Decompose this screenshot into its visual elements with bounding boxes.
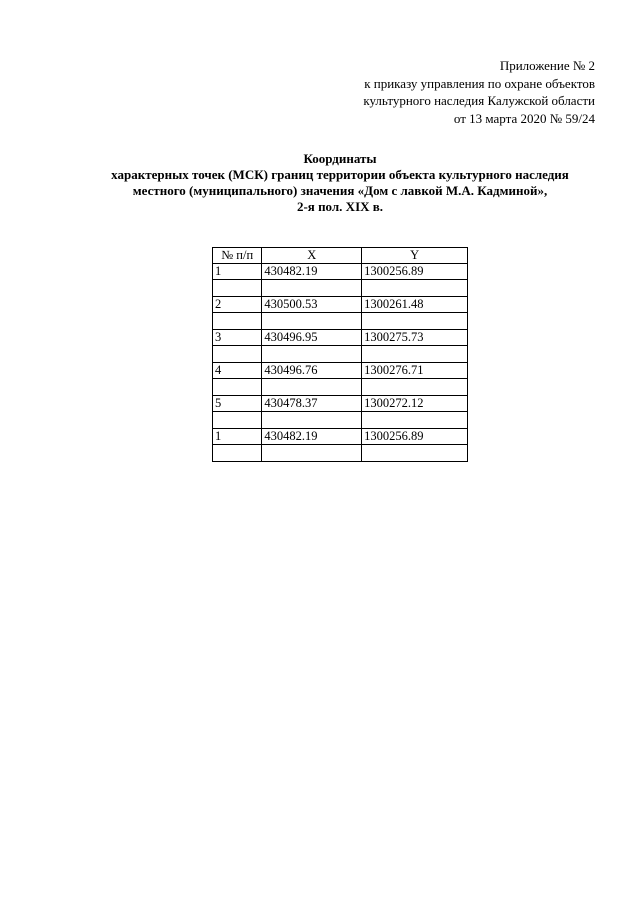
table-row <box>213 297 468 313</box>
cell-empty <box>262 445 362 462</box>
cell-empty <box>262 379 362 396</box>
cell-empty <box>362 313 468 330</box>
cell-x: 430478.37 <box>262 396 362 412</box>
cell-empty <box>362 280 468 297</box>
cell-x: 430496.95 <box>262 330 362 346</box>
title-line-3: местного (муниципального) значения «Дом с лавкой М.А. Кадминой», <box>132 183 548 198</box>
cell-y: 1300256.89 <box>362 429 468 445</box>
appendix-date: от 13 марта 2020 № 59/24 <box>453 110 595 126</box>
cell-empty <box>213 280 262 297</box>
appendix-header <box>363 57 595 127</box>
appendix-title: Приложение № 2 <box>499 58 595 73</box>
cell-number: 5 <box>213 396 262 412</box>
cell-empty <box>213 412 262 429</box>
cell-empty <box>362 379 468 396</box>
table-blank-row <box>213 445 468 462</box>
table-blank-row <box>213 379 468 396</box>
appendix-order-ref: к приказу управления по охране объектов <box>364 75 595 91</box>
table-row <box>213 429 468 445</box>
cell-empty <box>262 346 362 363</box>
cell-y: 1300272.12 <box>362 396 468 412</box>
cell-empty <box>213 313 262 330</box>
table-row <box>213 330 468 346</box>
title-line-1: Координаты <box>303 151 377 166</box>
cell-number: 1 <box>213 264 262 280</box>
header-y: Y <box>362 248 468 264</box>
cell-y: 1300276.71 <box>362 363 468 379</box>
table-blank-row <box>213 313 468 330</box>
cell-number: 3 <box>213 330 262 346</box>
table-blank-row <box>213 346 468 363</box>
cell-x: 430496.76 <box>262 363 362 379</box>
cell-empty <box>262 412 362 429</box>
cell-empty <box>262 280 362 297</box>
cell-empty <box>213 379 262 396</box>
table-row <box>213 264 468 280</box>
table-row <box>213 396 468 412</box>
title-line-4: 2-я пол. XIX в. <box>296 199 384 214</box>
cell-empty <box>362 346 468 363</box>
table-blank-row <box>213 412 468 429</box>
cell-number: 2 <box>213 297 262 313</box>
coordinates-table <box>212 247 468 462</box>
cell-x: 430500.53 <box>262 297 362 313</box>
cell-x: 430482.19 <box>262 429 362 445</box>
title-line-2: характерных точек (МСК) границ территории объекта культурного наследия <box>111 167 569 182</box>
cell-empty <box>362 445 468 462</box>
cell-y: 1300275.73 <box>362 330 468 346</box>
table-row <box>213 363 468 379</box>
table-header-row <box>213 248 468 264</box>
header-x: X <box>262 248 362 264</box>
document-title <box>60 151 620 215</box>
cell-empty <box>213 346 262 363</box>
cell-empty <box>213 445 262 462</box>
cell-empty <box>362 412 468 429</box>
cell-empty <box>262 313 362 330</box>
appendix-authority: культурного наследия Калужской области <box>363 93 595 108</box>
cell-number: 1 <box>213 429 262 445</box>
table-blank-row <box>213 280 468 297</box>
cell-number: 4 <box>213 363 262 379</box>
header-number: № п/п <box>213 248 262 264</box>
cell-y: 1300261.48 <box>362 297 468 313</box>
cell-x: 430482.19 <box>262 264 362 280</box>
cell-y: 1300256.89 <box>362 264 468 280</box>
